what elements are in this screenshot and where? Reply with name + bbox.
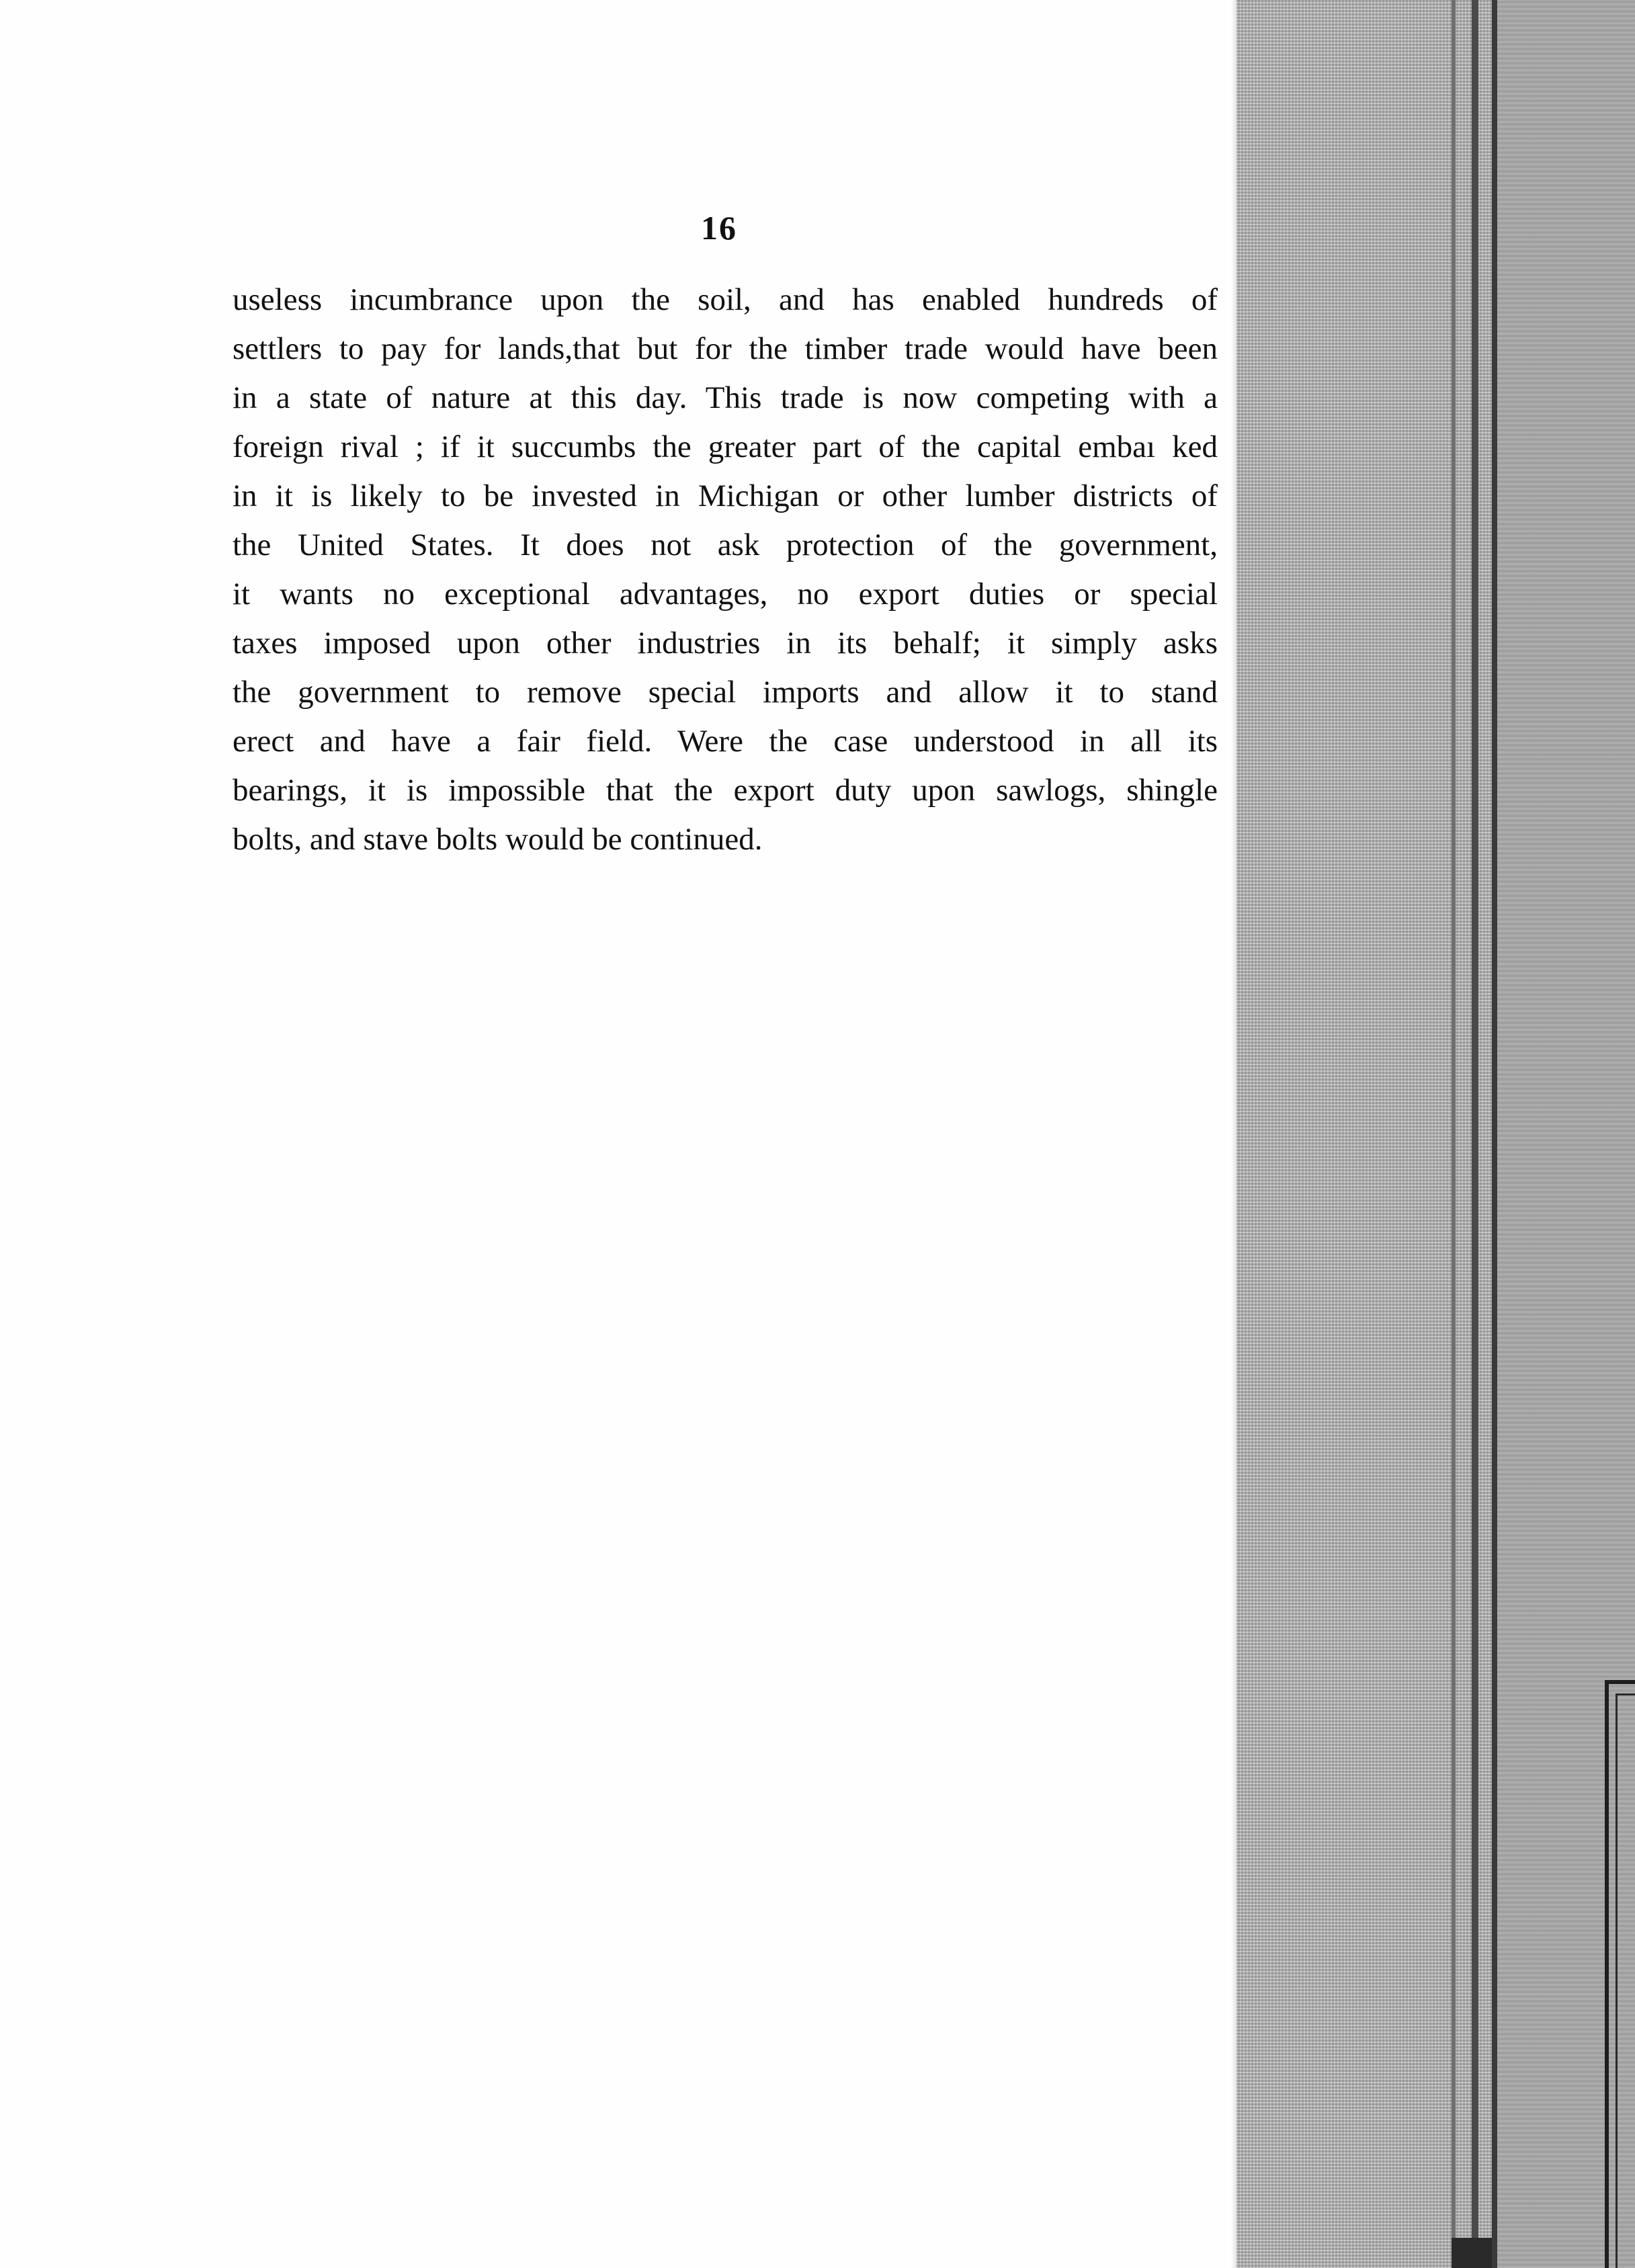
text-line: taxes imposed upon other industries in its behalf; it simply asks [233, 626, 1218, 661]
text-line: bearings, it is impossible that the export duty upon sawlogs, shingle [233, 773, 1218, 808]
text-line: foreign rival ; if it succumbs the greater part of the capital embaı ked [233, 429, 1218, 464]
cover-board-edge [1492, 0, 1497, 2268]
cover-corner [1452, 2238, 1492, 2268]
spine-fold-line [1452, 0, 1456, 2268]
text-line: useless incumbrance upon the soil, and has enabled hundreds of [233, 282, 1218, 317]
spine-edge-line [1472, 0, 1478, 2268]
text-line: the government to remove special imports and allow it to stand [233, 675, 1218, 710]
text-line: erect and have a fair field. Were the case understood in all its [233, 724, 1218, 759]
cover-frame-inner [1616, 1693, 1635, 2268]
text-line: the United States. It does not ask protection of the government, [233, 528, 1218, 562]
text-line-last: bolts, and stave bolts would be continued. [233, 822, 763, 857]
body-paragraph [233, 276, 1218, 864]
text-line: it wants no exceptional advantages, no export duties or special [233, 577, 1218, 612]
text-line: in a state of nature at this day. This trade is now competing with a [233, 380, 1218, 415]
text-line: in it is likely to be invested in Michigan or other lumber districts of [233, 478, 1218, 513]
page-number: 16 [701, 209, 737, 247]
text-line: settlers to pay for lands,that but for the timber trade would have been [233, 331, 1218, 366]
